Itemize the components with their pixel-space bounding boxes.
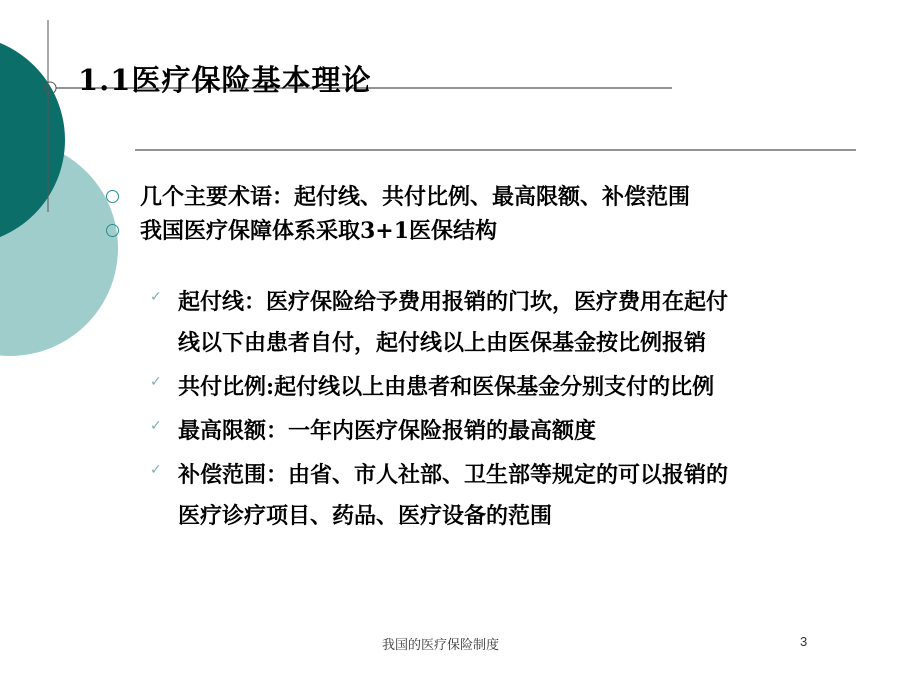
sub-bullet-item bbox=[150, 411, 728, 452]
footer-text: 我国的医疗保险制度 bbox=[382, 637, 500, 652]
slide-footer bbox=[0, 634, 900, 654]
page-number: 3 bbox=[800, 634, 808, 649]
circle-bullet-icon bbox=[106, 224, 119, 237]
sub-bullet-item bbox=[150, 455, 728, 537]
sub-bullet-line: 起付线：医疗保险给予费用报销的门坎，医疗费用在起付 bbox=[178, 289, 729, 315]
checkmark-icon: ✓ bbox=[150, 374, 162, 390]
sub-bullet-item bbox=[150, 282, 728, 364]
sub-bullet-line: 医疗诊疗项目、药品、医疗设备的范围 bbox=[178, 503, 553, 529]
checkmark-icon: ✓ bbox=[150, 462, 162, 478]
checkmark-icon: ✓ bbox=[150, 418, 162, 434]
sub-bullet-line: 共付比例:起付线以上由患者和医保基金分别支付的比例 bbox=[178, 374, 715, 400]
circle-bullet-icon bbox=[106, 190, 119, 203]
sub-bullet-item bbox=[150, 367, 728, 408]
bullet-text: 几个主要术语：起付线、共付比例、最高限额、补偿范围 bbox=[140, 184, 691, 210]
sub-bullet-list bbox=[150, 282, 728, 540]
sub-bullet-line: 线以下由患者自付，起付线以上由医保基金按比例报销 bbox=[178, 330, 707, 356]
sub-bullet-line: 最高限额：一年内医疗保险报销的最高额度 bbox=[178, 418, 597, 444]
bullet-text: 我国医疗保障体系采取3+1医保结构 bbox=[140, 218, 498, 244]
sub-bullet-line: 补偿范围：由省、市人社部、卫生部等规定的可以报销的 bbox=[178, 462, 729, 488]
checkmark-icon: ✓ bbox=[150, 289, 162, 305]
slide-title: 1.1医疗保险基本理论 bbox=[78, 63, 372, 97]
